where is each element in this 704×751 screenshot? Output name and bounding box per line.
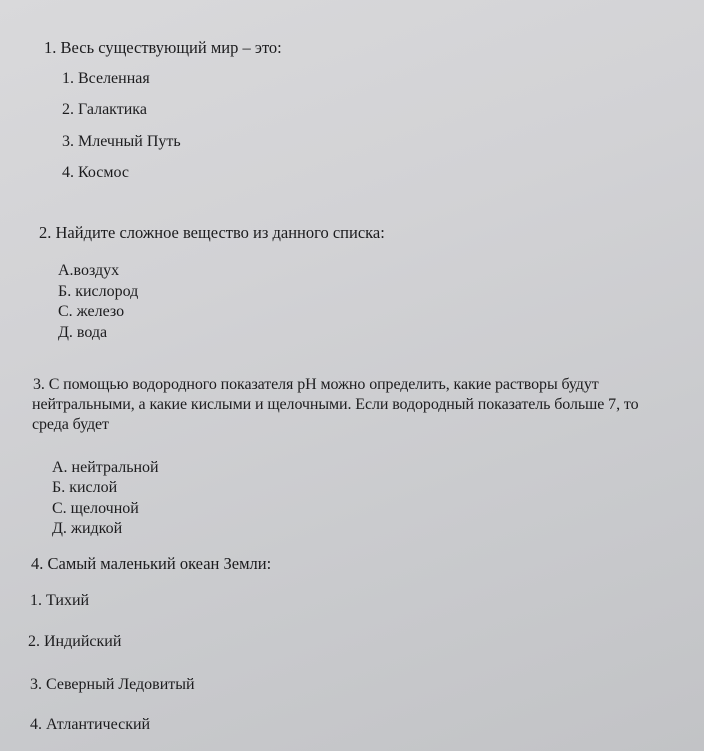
question-4-option-3: 3. Северный Ледовитый xyxy=(30,676,195,693)
question-4-option-4: 4. Атлантический xyxy=(30,716,151,733)
question-1-title: 1. Весь существующий мир – это: xyxy=(44,38,282,57)
question-4-option-2: 2. Индийский xyxy=(28,633,122,650)
question-3-option-1: А. нейтральной xyxy=(52,459,159,476)
question-2-option-3: С. железо xyxy=(58,303,125,320)
question-3-title-line-3: среда будет xyxy=(32,416,109,433)
question-4-option-1: 1. Тихий xyxy=(30,592,90,609)
question-2-option-1: А.воздух xyxy=(58,262,120,279)
question-2-option-4: Д. вода xyxy=(58,324,108,341)
question-3-option-3: С. щелочной xyxy=(52,500,139,517)
question-3-option-2: Б. кислой xyxy=(52,479,118,496)
question-1-option-3: 3. Млечный Путь xyxy=(62,133,181,150)
question-2-option-2: Б. кислород xyxy=(58,283,139,300)
question-1-option-4: 4. Космос xyxy=(62,164,129,181)
question-3-option-4: Д. жидкой xyxy=(52,520,123,537)
question-1-option-1: 1. Вселенная xyxy=(62,70,150,87)
question-3-title-line-2: нейтральными, а какие кислыми и щелочными. Если водородный показатель больше 7, то xyxy=(32,396,639,413)
question-3-title-line-1: 3. С помощью водородного показателя pH можно определить, какие растворы будут xyxy=(33,376,599,393)
question-2-title: 2. Найдите сложное вещество из данного списка: xyxy=(39,223,385,242)
question-4-title: 4. Самый маленький океан Земли: xyxy=(31,554,272,573)
question-1-option-2: 2. Галактика xyxy=(62,101,147,118)
